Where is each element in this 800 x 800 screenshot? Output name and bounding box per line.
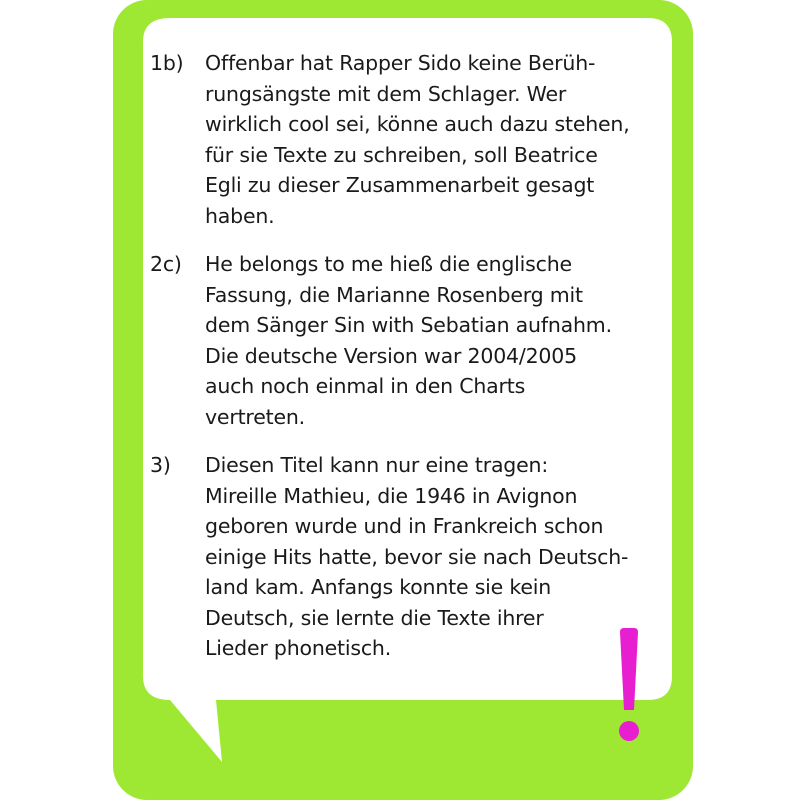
answer-item [150, 450, 670, 664]
answers-list [150, 48, 670, 682]
answer-text: Offenbar hat Rapper Sido keine Berüh- rungsängste mit dem Schlager. Wer wirklich cool sei, könne auch dazu stehen, für sie Texte zu schreiben, soll Beatrice Egli zu dieser Zusammenarbeit gesagt haben. [205, 51, 630, 228]
exclamation-icon [617, 628, 641, 744]
answer-label: 2c) [150, 252, 182, 276]
answer-item [150, 48, 670, 231]
answer-text: Diesen Titel kann nur eine tragen: Mireille Mathieu, die 1946 in Avignon geboren wurde und in Frankreich schon einige Hits hatte, bevor sie nach Deutsch- land kam. Anfangs konnte sie kein Deutsch, sie lernte die Texte ihrer Lieder phonetisch. [205, 453, 629, 660]
answer-item [150, 249, 670, 432]
answer-text: He belongs to me hieß die englische Fassung, die Marianne Rosenberg mit dem Sänger Sin with Sebatian aufnahm. Die deutsche Version war 2004/2005 auch noch einmal in den Charts vertreten. [205, 252, 612, 429]
answer-label: 1b) [150, 51, 184, 75]
answer-label: 3) [150, 453, 171, 477]
